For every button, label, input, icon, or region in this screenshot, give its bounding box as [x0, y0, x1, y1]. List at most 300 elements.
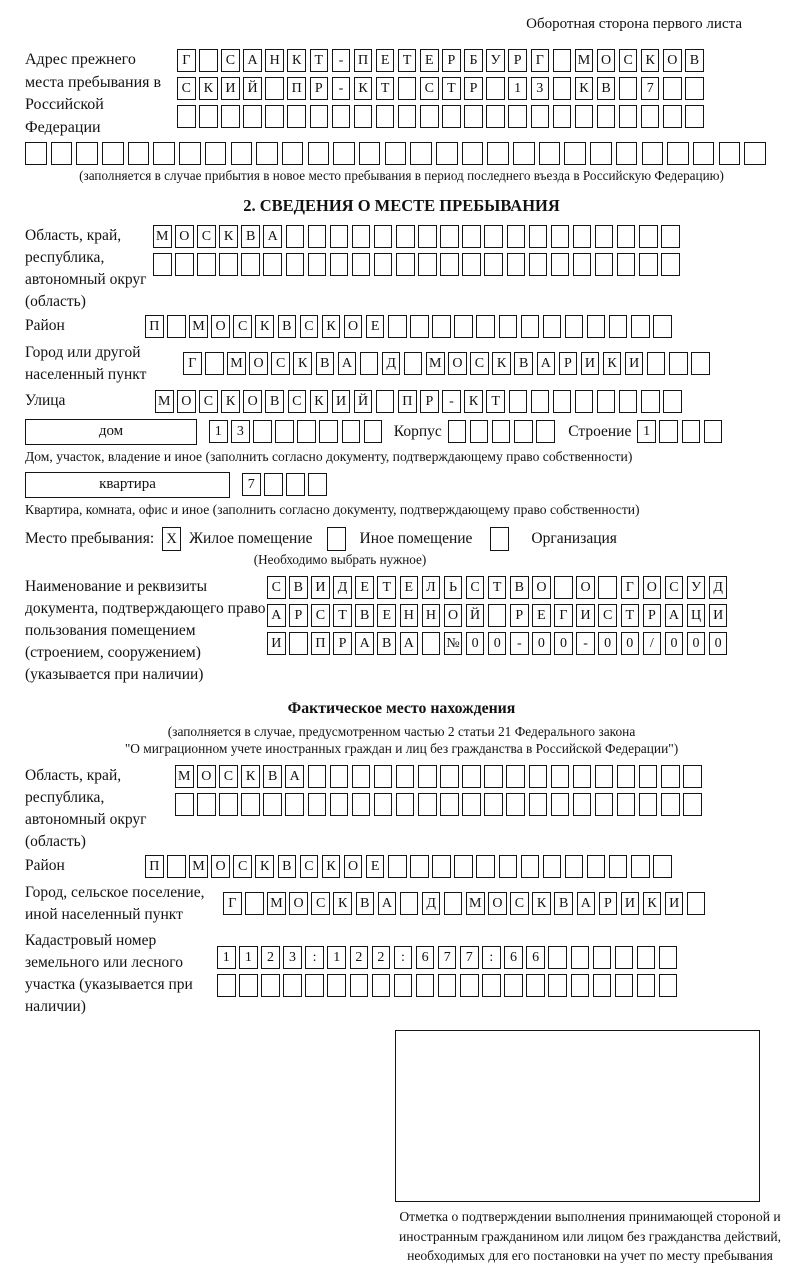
char-cell[interactable]	[553, 390, 572, 413]
char-cell[interactable]	[663, 390, 682, 413]
char-cell[interactable]	[436, 142, 458, 165]
char-cell[interactable]: Е	[377, 604, 396, 627]
char-cell[interactable]	[275, 420, 294, 443]
char-cell[interactable]: К	[241, 765, 260, 788]
char-cell[interactable]	[330, 225, 349, 248]
char-cell[interactable]	[319, 420, 338, 443]
char-cell[interactable]: 1	[508, 77, 527, 100]
char-cell[interactable]: 3	[283, 946, 302, 969]
char-cell[interactable]: С	[420, 77, 439, 100]
char-cell[interactable]: Й	[354, 390, 373, 413]
char-cell[interactable]	[619, 390, 638, 413]
char-cell[interactable]	[333, 142, 355, 165]
char-cell[interactable]	[617, 793, 636, 816]
document-row-1[interactable]	[267, 576, 731, 599]
char-cell[interactable]: В	[278, 315, 297, 338]
char-cell[interactable]: 1	[239, 946, 258, 969]
char-cell[interactable]	[442, 105, 461, 128]
document-row-3[interactable]	[267, 632, 731, 655]
char-cell[interactable]	[641, 105, 660, 128]
char-cell[interactable]	[573, 793, 592, 816]
char-cell[interactable]	[462, 765, 481, 788]
char-cell[interactable]: С	[300, 855, 319, 878]
char-cell[interactable]: Р	[333, 632, 352, 655]
char-cell[interactable]: 1	[217, 946, 236, 969]
char-cell[interactable]	[595, 253, 614, 276]
char-cell[interactable]: О	[289, 892, 308, 915]
char-cell[interactable]: К	[532, 892, 551, 915]
char-cell[interactable]	[167, 315, 186, 338]
char-cell[interactable]: И	[625, 352, 644, 375]
checkbox-organizaciya[interactable]	[490, 527, 509, 551]
char-cell[interactable]	[659, 420, 678, 443]
char-cell[interactable]	[385, 142, 407, 165]
char-cell[interactable]	[197, 253, 216, 276]
char-cell[interactable]	[410, 142, 432, 165]
char-cell[interactable]	[400, 892, 419, 915]
char-cell[interactable]	[416, 974, 435, 997]
char-cell[interactable]: Е	[376, 49, 395, 72]
char-cell[interactable]: 7	[641, 77, 660, 100]
char-cell[interactable]: 0	[665, 632, 684, 655]
char-cell[interactable]: :	[482, 946, 501, 969]
char-cell[interactable]	[661, 225, 680, 248]
char-cell[interactable]: Р	[510, 604, 529, 627]
char-cell[interactable]: А	[378, 892, 397, 915]
char-cell[interactable]: К	[221, 390, 240, 413]
char-cell[interactable]: У	[486, 49, 505, 72]
char-cell[interactable]	[531, 105, 550, 128]
char-cell[interactable]	[609, 855, 628, 878]
char-cell[interactable]: К	[641, 49, 660, 72]
char-cell[interactable]: Н	[400, 604, 419, 627]
char-cell[interactable]: Г	[554, 604, 573, 627]
char-cell[interactable]	[308, 225, 327, 248]
char-cell[interactable]: К	[575, 77, 594, 100]
char-cell[interactable]	[263, 793, 282, 816]
char-cell[interactable]	[639, 225, 658, 248]
char-cell[interactable]: В	[685, 49, 704, 72]
char-cell[interactable]	[352, 793, 371, 816]
char-cell[interactable]	[241, 793, 260, 816]
char-cell[interactable]	[661, 765, 680, 788]
char-cell[interactable]	[598, 576, 617, 599]
char-cell[interactable]	[653, 855, 672, 878]
apartment-cells[interactable]	[242, 473, 330, 496]
char-cell[interactable]	[330, 765, 349, 788]
char-cell[interactable]	[661, 253, 680, 276]
char-cell[interactable]: С	[510, 892, 529, 915]
char-cell[interactable]	[641, 390, 660, 413]
char-cell[interactable]: 1	[327, 946, 346, 969]
char-cell[interactable]: В	[377, 632, 396, 655]
char-cell[interactable]	[470, 420, 489, 443]
char-cell[interactable]	[253, 420, 272, 443]
char-cell[interactable]: М	[189, 855, 208, 878]
char-cell[interactable]: -	[442, 390, 461, 413]
char-cell[interactable]	[263, 253, 282, 276]
char-cell[interactable]: М	[267, 892, 286, 915]
char-cell[interactable]: Р	[289, 604, 308, 627]
char-cell[interactable]	[551, 793, 570, 816]
char-cell[interactable]	[289, 632, 308, 655]
char-cell[interactable]: Е	[532, 604, 551, 627]
char-cell[interactable]	[653, 315, 672, 338]
char-cell[interactable]	[167, 855, 186, 878]
char-cell[interactable]: А	[338, 352, 357, 375]
stroenie-cells[interactable]	[637, 420, 725, 443]
char-cell[interactable]: В	[355, 604, 374, 627]
char-cell[interactable]: 3	[231, 420, 250, 443]
char-cell[interactable]	[297, 420, 316, 443]
char-cell[interactable]: А	[355, 632, 374, 655]
prev-address-row-4[interactable]	[25, 142, 778, 165]
char-cell[interactable]	[529, 225, 548, 248]
char-cell[interactable]	[287, 105, 306, 128]
char-cell[interactable]	[597, 105, 616, 128]
char-cell[interactable]	[462, 793, 481, 816]
char-cell[interactable]	[663, 105, 682, 128]
char-cell[interactable]	[573, 253, 592, 276]
char-cell[interactable]	[565, 315, 584, 338]
char-cell[interactable]	[486, 77, 505, 100]
prev-address-row-1[interactable]	[177, 49, 707, 72]
char-cell[interactable]: Р	[310, 77, 329, 100]
char-cell[interactable]: 2	[261, 946, 280, 969]
char-cell[interactable]: М	[189, 315, 208, 338]
char-cell[interactable]	[76, 142, 98, 165]
char-cell[interactable]: К	[199, 77, 218, 100]
char-cell[interactable]	[575, 105, 594, 128]
char-cell[interactable]	[364, 420, 383, 443]
char-cell[interactable]	[376, 390, 395, 413]
char-cell[interactable]	[744, 142, 766, 165]
char-cell[interactable]: Н	[265, 49, 284, 72]
char-cell[interactable]	[352, 765, 371, 788]
char-cell[interactable]	[332, 105, 351, 128]
char-cell[interactable]	[685, 105, 704, 128]
char-cell[interactable]	[396, 225, 415, 248]
char-cell[interactable]	[462, 253, 481, 276]
char-cell[interactable]	[205, 142, 227, 165]
char-cell[interactable]	[659, 946, 678, 969]
char-cell[interactable]: Т	[486, 390, 505, 413]
char-cell[interactable]	[551, 765, 570, 788]
char-cell[interactable]	[553, 49, 572, 72]
char-cell[interactable]: Р	[442, 49, 461, 72]
char-cell[interactable]: М	[155, 390, 174, 413]
char-cell[interactable]: А	[577, 892, 596, 915]
char-cell[interactable]: 7	[438, 946, 457, 969]
char-cell[interactable]	[462, 225, 481, 248]
char-cell[interactable]	[507, 253, 526, 276]
char-cell[interactable]: В	[597, 77, 616, 100]
char-cell[interactable]	[617, 765, 636, 788]
char-cell[interactable]	[310, 105, 329, 128]
char-cell[interactable]	[573, 765, 592, 788]
char-cell[interactable]: Д	[709, 576, 728, 599]
region-row-1[interactable]	[153, 225, 683, 248]
char-cell[interactable]	[508, 105, 527, 128]
char-cell[interactable]	[553, 77, 572, 100]
char-cell[interactable]: А	[267, 604, 286, 627]
region2-row-2[interactable]	[175, 793, 705, 816]
char-cell[interactable]	[102, 142, 124, 165]
char-cell[interactable]	[619, 105, 638, 128]
char-cell[interactable]	[330, 793, 349, 816]
char-cell[interactable]: С	[199, 390, 218, 413]
char-cell[interactable]: К	[643, 892, 662, 915]
char-cell[interactable]: С	[267, 576, 286, 599]
char-cell[interactable]	[374, 225, 393, 248]
char-cell[interactable]: Р	[420, 390, 439, 413]
char-cell[interactable]: Г	[621, 576, 640, 599]
char-cell[interactable]: О	[344, 315, 363, 338]
char-cell[interactable]: К	[603, 352, 622, 375]
char-cell[interactable]: Г	[531, 49, 550, 72]
char-cell[interactable]	[239, 974, 258, 997]
char-cell[interactable]	[539, 142, 561, 165]
char-cell[interactable]	[352, 225, 371, 248]
char-cell[interactable]: С	[665, 576, 684, 599]
char-cell[interactable]: /	[643, 632, 662, 655]
char-cell[interactable]: С	[197, 225, 216, 248]
char-cell[interactable]: П	[354, 49, 373, 72]
char-cell[interactable]: 2	[372, 946, 391, 969]
char-cell[interactable]: 0	[687, 632, 706, 655]
char-cell[interactable]	[360, 352, 379, 375]
char-cell[interactable]	[617, 225, 636, 248]
house-cells[interactable]	[209, 420, 386, 443]
char-cell[interactable]	[571, 974, 590, 997]
char-cell[interactable]: О	[448, 352, 467, 375]
char-cell[interactable]: О	[444, 604, 463, 627]
char-cell[interactable]	[308, 765, 327, 788]
char-cell[interactable]	[261, 974, 280, 997]
char-cell[interactable]	[639, 793, 658, 816]
char-cell[interactable]	[308, 142, 330, 165]
char-cell[interactable]: О	[243, 390, 262, 413]
char-cell[interactable]: Р	[559, 352, 578, 375]
char-cell[interactable]	[571, 946, 590, 969]
char-cell[interactable]	[243, 105, 262, 128]
char-cell[interactable]	[593, 974, 612, 997]
char-cell[interactable]: :	[394, 946, 413, 969]
char-cell[interactable]: 3	[531, 77, 550, 100]
char-cell[interactable]	[372, 974, 391, 997]
char-cell[interactable]: О	[249, 352, 268, 375]
char-cell[interactable]: О	[643, 576, 662, 599]
char-cell[interactable]: 0	[532, 632, 551, 655]
char-cell[interactable]	[526, 974, 545, 997]
char-cell[interactable]: Т	[488, 576, 507, 599]
char-cell[interactable]	[548, 946, 567, 969]
char-cell[interactable]: У	[687, 576, 706, 599]
char-cell[interactable]	[543, 315, 562, 338]
char-cell[interactable]: Ц	[687, 604, 706, 627]
char-cell[interactable]: В	[514, 352, 533, 375]
char-cell[interactable]: А	[263, 225, 282, 248]
char-cell[interactable]	[396, 253, 415, 276]
char-cell[interactable]	[422, 632, 441, 655]
cadastre-row-1[interactable]	[217, 946, 681, 969]
char-cell[interactable]: С	[619, 49, 638, 72]
char-cell[interactable]: И	[576, 604, 595, 627]
char-cell[interactable]	[219, 793, 238, 816]
char-cell[interactable]	[687, 892, 706, 915]
char-cell[interactable]: О	[576, 576, 595, 599]
char-cell[interactable]	[175, 793, 194, 816]
char-cell[interactable]	[573, 225, 592, 248]
char-cell[interactable]	[587, 855, 606, 878]
char-cell[interactable]	[420, 105, 439, 128]
street-cells[interactable]	[155, 390, 685, 413]
char-cell[interactable]	[440, 253, 459, 276]
char-cell[interactable]: М	[575, 49, 594, 72]
char-cell[interactable]: 7	[242, 473, 261, 496]
char-cell[interactable]	[484, 765, 503, 788]
char-cell[interactable]: Г	[177, 49, 196, 72]
char-cell[interactable]: О	[211, 855, 230, 878]
char-cell[interactable]	[631, 315, 650, 338]
char-cell[interactable]: Й	[243, 77, 262, 100]
char-cell[interactable]	[432, 855, 451, 878]
char-cell[interactable]: Р	[599, 892, 618, 915]
char-cell[interactable]	[506, 793, 525, 816]
char-cell[interactable]	[476, 855, 495, 878]
char-cell[interactable]	[704, 420, 723, 443]
char-cell[interactable]	[642, 142, 664, 165]
char-cell[interactable]: С	[233, 855, 252, 878]
char-cell[interactable]	[418, 225, 437, 248]
char-cell[interactable]	[444, 892, 463, 915]
char-cell[interactable]: Т	[398, 49, 417, 72]
char-cell[interactable]	[404, 352, 423, 375]
char-cell[interactable]: И	[665, 892, 684, 915]
char-cell[interactable]: В	[263, 765, 282, 788]
char-cell[interactable]	[388, 315, 407, 338]
char-cell[interactable]: О	[344, 855, 363, 878]
char-cell[interactable]	[25, 142, 47, 165]
char-cell[interactable]	[308, 253, 327, 276]
char-cell[interactable]: 0	[709, 632, 728, 655]
char-cell[interactable]: Т	[376, 77, 395, 100]
char-cell[interactable]	[286, 473, 305, 496]
char-cell[interactable]	[265, 105, 284, 128]
char-cell[interactable]	[330, 253, 349, 276]
char-cell[interactable]: С	[598, 604, 617, 627]
prev-address-row-2[interactable]	[177, 77, 707, 100]
char-cell[interactable]: 7	[460, 946, 479, 969]
char-cell[interactable]	[241, 253, 260, 276]
char-cell[interactable]	[264, 473, 283, 496]
char-cell[interactable]	[286, 225, 305, 248]
checkbox-zhiloe[interactable]: X	[162, 527, 181, 551]
char-cell[interactable]	[597, 390, 616, 413]
char-cell[interactable]	[342, 420, 361, 443]
char-cell[interactable]	[177, 105, 196, 128]
char-cell[interactable]: С	[311, 892, 330, 915]
char-cell[interactable]	[440, 765, 459, 788]
char-cell[interactable]	[693, 142, 715, 165]
char-cell[interactable]	[484, 253, 503, 276]
char-cell[interactable]	[506, 765, 525, 788]
korpus-cells[interactable]	[448, 420, 558, 443]
char-cell[interactable]: В	[316, 352, 335, 375]
char-cell[interactable]	[221, 105, 240, 128]
char-cell[interactable]: -	[510, 632, 529, 655]
char-cell[interactable]	[454, 855, 473, 878]
char-cell[interactable]	[175, 253, 194, 276]
char-cell[interactable]: Т	[377, 576, 396, 599]
char-cell[interactable]	[327, 974, 346, 997]
char-cell[interactable]	[410, 315, 429, 338]
cadastre-row-2[interactable]	[217, 974, 681, 997]
char-cell[interactable]: К	[255, 855, 274, 878]
char-cell[interactable]	[376, 105, 395, 128]
char-cell[interactable]	[199, 49, 218, 72]
char-cell[interactable]: Д	[422, 892, 441, 915]
char-cell[interactable]: В	[241, 225, 260, 248]
char-cell[interactable]	[350, 974, 369, 997]
char-cell[interactable]: П	[311, 632, 330, 655]
char-cell[interactable]	[219, 253, 238, 276]
char-cell[interactable]: Р	[508, 49, 527, 72]
prev-address-row-3[interactable]	[177, 105, 707, 128]
char-cell[interactable]: 0	[466, 632, 485, 655]
char-cell[interactable]	[509, 390, 528, 413]
char-cell[interactable]: И	[581, 352, 600, 375]
char-cell[interactable]	[564, 142, 586, 165]
char-cell[interactable]	[595, 793, 614, 816]
char-cell[interactable]	[256, 142, 278, 165]
char-cell[interactable]	[595, 765, 614, 788]
char-cell[interactable]	[484, 793, 503, 816]
char-cell[interactable]: Е	[366, 315, 385, 338]
char-cell[interactable]: О	[663, 49, 682, 72]
region-row-2[interactable]	[153, 253, 683, 276]
char-cell[interactable]: Д	[333, 576, 352, 599]
char-cell[interactable]	[507, 225, 526, 248]
char-cell[interactable]: И	[621, 892, 640, 915]
char-cell[interactable]: 0	[598, 632, 617, 655]
char-cell[interactable]	[482, 974, 501, 997]
char-cell[interactable]	[460, 974, 479, 997]
char-cell[interactable]	[440, 793, 459, 816]
char-cell[interactable]	[683, 765, 702, 788]
char-cell[interactable]	[619, 77, 638, 100]
char-cell[interactable]	[128, 142, 150, 165]
char-cell[interactable]: М	[175, 765, 194, 788]
char-cell[interactable]	[683, 793, 702, 816]
char-cell[interactable]: 6	[416, 946, 435, 969]
char-cell[interactable]: С	[288, 390, 307, 413]
district2-cells[interactable]	[145, 855, 675, 878]
char-cell[interactable]	[245, 892, 264, 915]
char-cell[interactable]	[616, 142, 638, 165]
char-cell[interactable]: №	[444, 632, 463, 655]
char-cell[interactable]	[205, 352, 224, 375]
char-cell[interactable]	[487, 142, 509, 165]
char-cell[interactable]	[398, 105, 417, 128]
char-cell[interactable]	[308, 793, 327, 816]
char-cell[interactable]	[682, 420, 701, 443]
char-cell[interactable]: П	[145, 855, 164, 878]
char-cell[interactable]	[691, 352, 710, 375]
char-cell[interactable]	[448, 420, 467, 443]
char-cell[interactable]: 0	[488, 632, 507, 655]
char-cell[interactable]	[283, 974, 302, 997]
